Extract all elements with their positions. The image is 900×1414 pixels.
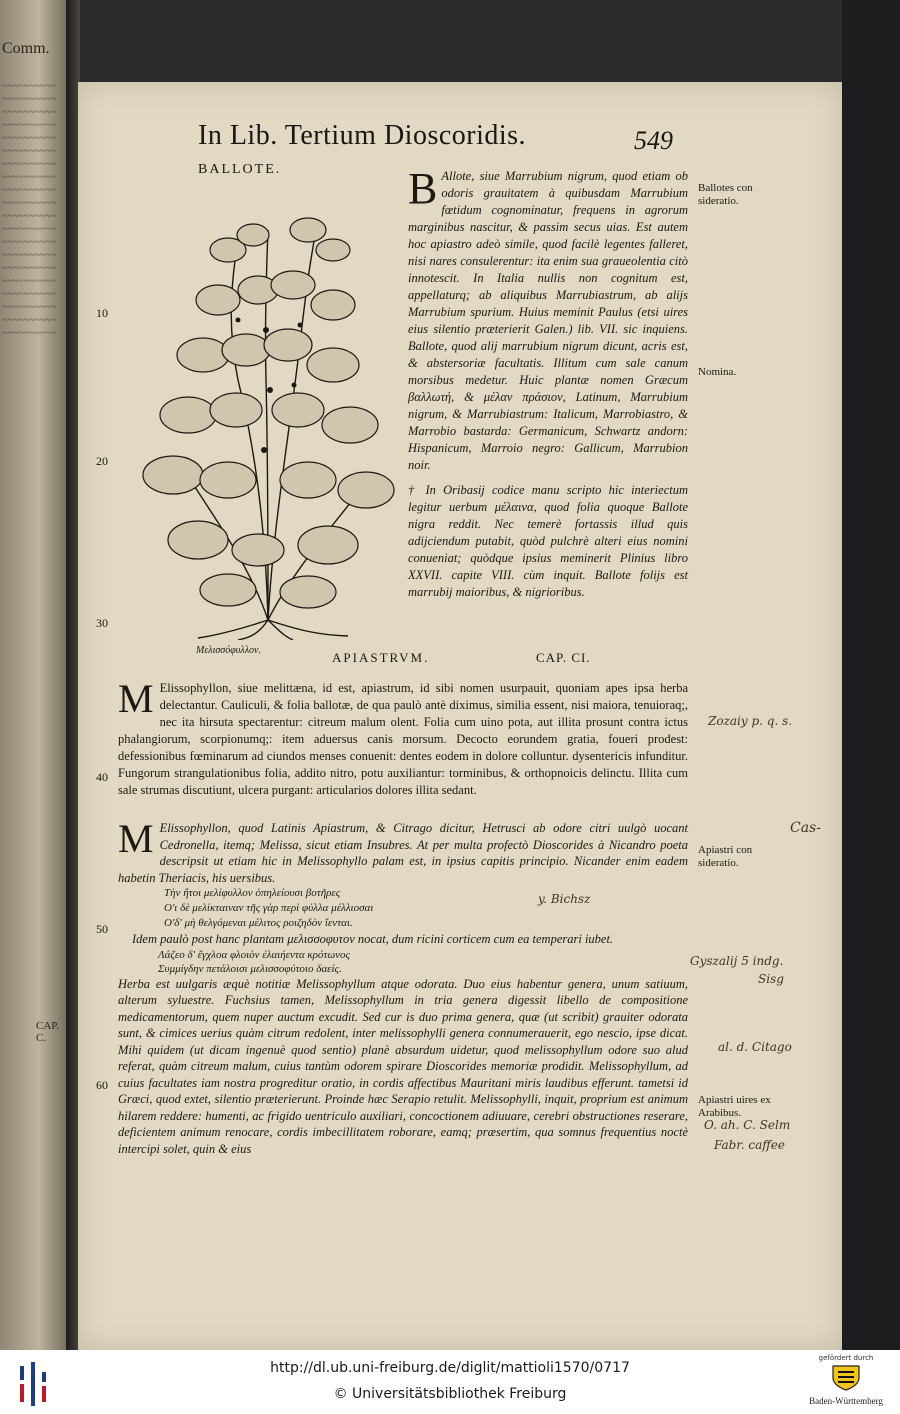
para2-middle: Idem paulò post hanc plantam μελισσοφυτον nocat, dum ricini corticem cum ea temperari iubet. — [132, 932, 614, 946]
margin-note-apiastri-consideratio: Apiastri con sideratio. — [698, 844, 753, 869]
right-background — [842, 0, 900, 1360]
baden-wuerttemberg-crest-icon — [829, 1362, 863, 1392]
footer-copyright: © Universitätsbibliothek Freiburg — [333, 1386, 567, 1402]
page-number: 549 — [634, 126, 673, 155]
para2-body: Herba est uulgaris æquè notitiæ Melissophyllum atque odorata. Duo eius habentur genera, unum satiuum, alterum syluestre. Fuchsius tamen, Melissophyllum in tria genera digessit libello de compositione medicamentorum, quem nuper auctum excudit. Sed cur is duo prima genera, quæ (ut scribit) grauiter odorata sunt, & cimices uerius quàm citrum redolent, inter melissophylli genera connumerauerit, ego nescio, ipse dicat. Mihi quidem (ut dicam ingenuè quod sentio) planè absurdum uidetur, quod melissophyllum odore suo alud referat, quàm citreum malum, cuius tantùm odorem spirare Dioscorides memoriæ prodidit. Melissophyllum, ad cuius facultates iam nostra progreditur oratio, in cordis affectibus Mauritani miris laudibus efferunt. tametsi id Græci, quod extet, silentio præterierunt. Proinde hæc Serapio retulit. Melissophylli, inquit, proprium est animum hilarem reddere: humenti, ac frigido uentriculo auxiliari, concoctionem adiuuare, cerebri obstructiones reserare, deficientem animum renocare, cordis imbecillitatem roborare, eamq; præsertim, qua somnus frequentius noctè intercipi solet, quin & eius — [118, 976, 688, 1156]
left-page — [0, 0, 70, 1350]
plant-caption-greek: Μελισσόφυλλον. — [196, 645, 261, 656]
greek-verse-line: Ο'δ' μὴ θελγόμεναι μέλιτος ροιζηδὸν ἴενται. — [164, 917, 353, 929]
handwritten-note: Sisg — [758, 972, 784, 986]
footer-url-link[interactable]: http://dl.ub.uni-freiburg.de/diglit/mattioli1570/0717 — [270, 1360, 630, 1376]
greek-verse-line: Τὴν ἤτοι μελίφυλλον ὁπηλείουσι βοτῆρες — [164, 887, 341, 899]
ballote-woodcut-illustration — [118, 180, 418, 640]
left-page-heading: Comm. — [2, 40, 50, 57]
line-number-20: 20 — [96, 454, 108, 468]
sponsor-name: Baden-Württemberg — [809, 1396, 883, 1406]
drop-capital: B — [408, 164, 438, 213]
left-page-text: ~~~~~~~~~~ ~~~~~~~~~~ ~~~~~~~~~~ ~~~~~~~~~~ ~~~~~~~~~~ ~~~~~~~~~~ ~~~~~~~~~~ ~~~~~~~~~~ ~~~~~~~~~~ ~~~~~~~~~~ ~~~~~~~~~~ ~~~~~~~~~~ ~~~~~~~~~~ ~~~~~~~~~~ ~~~~~~~~~~ ~~~~~~~~~~ ~~~~~~~~~~ ~~~~~~~~~~ ~~~~~~~~~~ ~~~~~~~~~~ — [2, 81, 57, 339]
plant-title: BALLOTE. — [198, 162, 282, 177]
ballote-body-text: Allote, siue Marrubium nigrum, quod etiam ob odoris grauitatem à quibusdam Marrubium fœtidum cognominatur, frequens in agrorum marginibus nascitur, & passim secus uias. Est autem hoc apiastro adeò simile, quod facilè legentes falleret, nisi nares consulerentur: ita enim sua graueolentia citò innotescit. In Italia nullis non cognitum est, appellaturq; ab aliquibus Marrubiastrum, ab alijs Marrubium spurium. Huius meminit Paulus (etsi uires eius silentio præterierit Galen.) lib. VII. sic inquiens. Ballote, quod alij marrubium nigrum dicunt, acris est, & abstersoriæ facultatis. Illitum cum sale canum morsibus medetur. Huic plantæ nomen Græcum βαλλωτή, & μέλαν πράσιον, Latinum, Marrubium nigrum, & Marrubiastrum: Italicum, Marrobiastro, & Marrobio bastarda: Germanicum, Schwartz andorn: Hispanicum, Marroio negro: Gallicum, Marrubion noir. — [408, 169, 688, 472]
margin-note-ballotes: Ballotes con sideratio. — [698, 182, 753, 207]
left-page-cap: CAP. C. — [36, 1020, 59, 1044]
handwritten-note: Cas- — [790, 820, 821, 836]
section-heading: APIASTRVM. — [332, 650, 430, 665]
greek-verse-line: Λάζεο δ' ἔγχλοα φλοιὸν ἐλαιήεντα κρότωνος — [158, 948, 350, 961]
margin-note-nomina: Nomina. — [698, 366, 737, 378]
drop-capital: M — [118, 676, 154, 721]
greek-verse-line: Συμμίγδην πετάλοισι μελισσοφύτοιο δαείς. — [158, 962, 342, 975]
sponsor-block — [796, 1354, 896, 1406]
handwritten-note: O. ah. C. Selm — [704, 1118, 791, 1132]
line-number-30: 30 — [96, 616, 108, 630]
ballote-description — [408, 164, 688, 474]
book-page — [78, 82, 842, 1350]
line-number-50: 50 — [96, 922, 108, 936]
apiastrum-dioscorides-text — [118, 676, 688, 799]
para2-intro: Elissophyllon, quod Latinis Apiastrum, & Citrago dicitur, Hetrusci ab odore citri uulgò uocant Cedronella, itemq; Melissa, sicut etiam Insubres. At per multa profectò Dioscorides à Nicandro poeta descripsit ut etiam hic in Melissophyllo palam est, in ipsius capitis principio. Nicander enim eadem habetin Theriacis, his uersibus. — [118, 821, 688, 885]
ballote-note: † In Oribasij codice manu scripto hic interiectum legitur uerbum μέλαινα, quod folia quoque Ballote nigra reddit. Nec temerè fortassis illud quis adijciendum putabit, quòd pulchrè alteri eius nomini conueniat; quòdque ipsius meminerit Plinius libro XXVII. capite VIII. cùm inquit. Ballote folijs est marrubij maioribus, & nigrioribus. — [408, 483, 688, 599]
margin-note-apiastri-uires: Apiastri uires ex Arabibus. — [698, 1094, 771, 1119]
chapter-number: CAP. CI. — [536, 650, 591, 665]
greek-verse-line: Ο'ι δὲ μελίκταιναν τῆς γὰρ περὶ φύλλα μέλλιοσαι — [164, 902, 374, 914]
handwritten-note: Gyszalij 5 indg. — [690, 954, 784, 968]
handwritten-note: al. d. Citago — [718, 1040, 792, 1054]
line-number-10: 10 — [96, 306, 108, 320]
apiastrum-commentary — [118, 816, 688, 1157]
para1-body: Elissophyllon, siue melittæna, id est, apiastrum, id sibi nomen usurpauit, quoniam apes ipsa herba delectantur. Cauliculi, & folia ballotæ, de qua paulò antè diximus, similia essent, nisi maiora, tenuioraq;, nec ita hirsuta spectarentur: citreum malum olent. Folia cum uino pota, aut illita prosunt contra ictus phalangiorum, scorpionumq;: item aduersus canis morsum. Decocto eorundem gratia, foueri prodest: defessionibus fœminarum ad ciundos menses conuenit: dentes eodem in dolore colluntur. dysentericis infunditur. Fungorum strangulationibus folia, addito nitro, potu auxiliantur: torminibus, & orthopnoicis delinctu. Illita cum sale strumas discutiunt, ulcera purgant: articularios dolores illita sedant. — [118, 681, 688, 797]
handwritten-note: Fabr. caffee — [714, 1138, 785, 1152]
page-header-title: In Lib. Tertium Dioscoridis. — [198, 120, 527, 151]
sponsor-label: gefördert durch — [818, 1354, 874, 1362]
line-number-40: 40 — [96, 770, 108, 784]
handwritten-note: y. Bichsz — [538, 892, 591, 906]
line-number-60: 60 — [96, 1078, 108, 1092]
drop-capital: M — [118, 816, 154, 861]
handwritten-note: Zozaiy p. q. s. — [708, 714, 793, 728]
